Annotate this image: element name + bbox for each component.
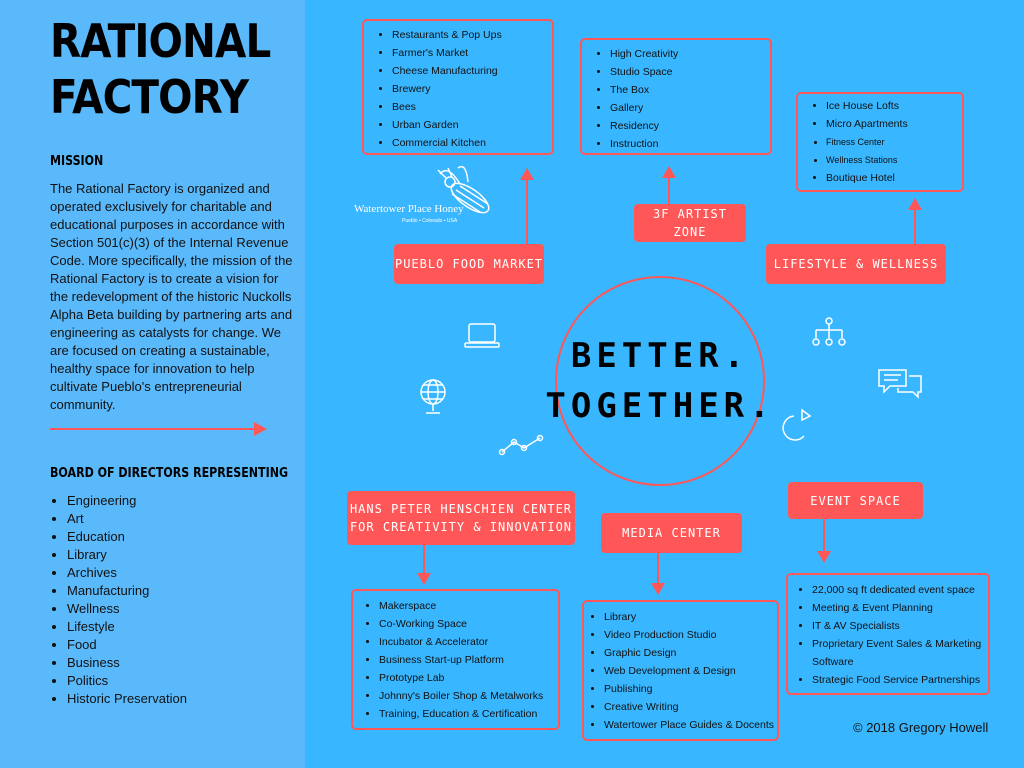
list-item: • Studio Space — [610, 63, 770, 81]
list-item: • Publishing — [604, 680, 777, 698]
mission-text: The Rational Factory is organized and operated exclusively for charitable and educational purposes in accordance with Section 501(c)(3) of the Internal Revenue Code. More specifically, the mission of the Rational Factory is to create a vision for the redevelopment of the historic Nuckolls Alpha Beta building by partnering arts and engineering as catalysts for change. We are focused on creating a sustainable, healthy space for innovation to help cultivate Pueblo's entrepreneurial community. — [50, 181, 293, 412]
honey-logo-name: Watertower Place Honey — [354, 203, 464, 215]
list-item: • Restaurants & Pop Ups — [392, 26, 552, 44]
list-item: • The Box — [610, 81, 770, 99]
event-space-arrow — [823, 519, 825, 553]
food-market-label: PUEBLO FOOD MARKET — [394, 244, 544, 284]
list-item: • Commercial Kitchen — [392, 134, 552, 152]
lifestyle-label: LIFESTYLE & WELLNESS — [766, 244, 946, 284]
hans-center-label-line-1: HANS PETER HENSCHIEN CENTER — [349, 502, 573, 516]
hans-center-label — [347, 491, 575, 545]
media-center-box — [582, 600, 779, 741]
list-item: • Micro Apartments — [826, 115, 962, 133]
list-item: • Art — [67, 510, 187, 528]
list-item: • Johnny's Boiler Shop & Metalworks — [379, 687, 558, 705]
center-line-1: BETTER. — [570, 336, 750, 376]
list-item: • Wellness — [67, 600, 187, 618]
list-item: • Ice House Lofts — [826, 97, 962, 115]
board-heading: BOARD OF DIRECTORS REPRESENTING — [50, 466, 289, 481]
food-market-box — [362, 19, 554, 155]
list-item: • Engineering — [67, 492, 187, 510]
event-space-label: EVENT SPACE — [788, 482, 923, 519]
list-item: • Business — [67, 654, 187, 672]
list-item: • Wellness Stations — [826, 151, 962, 169]
list-item: • Bees — [392, 98, 552, 116]
hans-center-box — [351, 589, 560, 730]
list-item: • Prototype Lab — [379, 669, 558, 687]
list-item: • Fitness Center — [826, 133, 962, 151]
list-item: • Video Production Studio — [604, 626, 777, 644]
list-item: • Strategic Food Service Partnerships — [812, 671, 988, 689]
list-item: • Food — [67, 636, 187, 654]
refresh-icon — [780, 406, 814, 442]
event-space-box — [786, 573, 990, 695]
list-item: • Training, Education & Certification — [379, 705, 558, 723]
network-hierarchy-icon — [810, 316, 848, 348]
center-circle — [545, 276, 775, 486]
hans-center-arrow — [423, 545, 425, 575]
media-center-arrow — [657, 553, 659, 585]
chat-bubbles-icon — [876, 366, 924, 400]
list-item: • 22,000 sq ft dedicated event space — [812, 581, 988, 599]
list-item: • Archives — [67, 564, 187, 582]
laptop-icon — [463, 322, 503, 350]
honey-logo-tagline: Pueblo • Colorado • USA — [402, 218, 458, 224]
list-item: • Cheese Manufacturing — [392, 62, 552, 80]
list-item: • Instruction — [610, 135, 770, 153]
line-graph-icon — [498, 434, 546, 456]
mission-heading: MISSION — [50, 154, 104, 169]
list-item: • Incubator & Accelerator — [379, 633, 558, 651]
list-item: • Education — [67, 528, 187, 546]
media-center-label: MEDIA CENTER — [601, 513, 742, 553]
food-market-arrow — [526, 178, 528, 244]
copyright: © 2018 Gregory Howell — [853, 720, 989, 735]
list-item: • Web Development & Design — [604, 662, 777, 680]
list-item: • Boutique Hotel — [826, 169, 962, 187]
list-item: • Politics — [67, 672, 187, 690]
title-line-1: RATIONAL — [50, 14, 271, 68]
artist-zone-box — [580, 38, 772, 155]
list-item: • Creative Writing — [604, 698, 777, 716]
artist-zone-label: 3F ARTIST ZONE — [634, 204, 746, 242]
center-line-2: TOGETHER. — [545, 386, 775, 426]
list-item: • Gallery — [610, 99, 770, 117]
artist-zone-arrow — [668, 176, 670, 204]
title-line-2: FACTORY — [50, 70, 249, 124]
sidebar-arrow — [50, 428, 255, 430]
list-item: • Urban Garden — [392, 116, 552, 134]
list-item: • Library — [604, 608, 777, 626]
list-item: • Lifestyle — [67, 618, 187, 636]
lifestyle-arrow — [914, 208, 916, 244]
globe-icon — [416, 375, 450, 417]
list-item: • Makerspace — [379, 597, 558, 615]
list-item: • Co-Working Space — [379, 615, 558, 633]
list-item: • Residency — [610, 117, 770, 135]
list-item: • Brewery — [392, 80, 552, 98]
list-item: • Business Start-up Platform — [379, 651, 558, 669]
list-item: • IT & AV Specialists — [812, 617, 988, 635]
list-item: • Graphic Design — [604, 644, 777, 662]
list-item: • Farmer's Market — [392, 44, 552, 62]
list-item: • Proprietary Event Sales & Marketing Software — [812, 635, 988, 671]
list-item: • Meeting & Event Planning — [812, 599, 988, 617]
list-item: • Library — [67, 546, 187, 564]
lifestyle-box — [796, 92, 964, 192]
list-item: • Watertower Place Guides & Docents — [604, 716, 777, 734]
list-item: • High Creativity — [610, 45, 770, 63]
board-list — [50, 492, 187, 708]
list-item: • Historic Preservation — [67, 690, 187, 708]
hans-center-label-line-2: FOR CREATIVITY & INNOVATION — [349, 520, 573, 534]
honey-bee-logo — [352, 160, 512, 230]
list-item: • Manufacturing — [67, 582, 187, 600]
